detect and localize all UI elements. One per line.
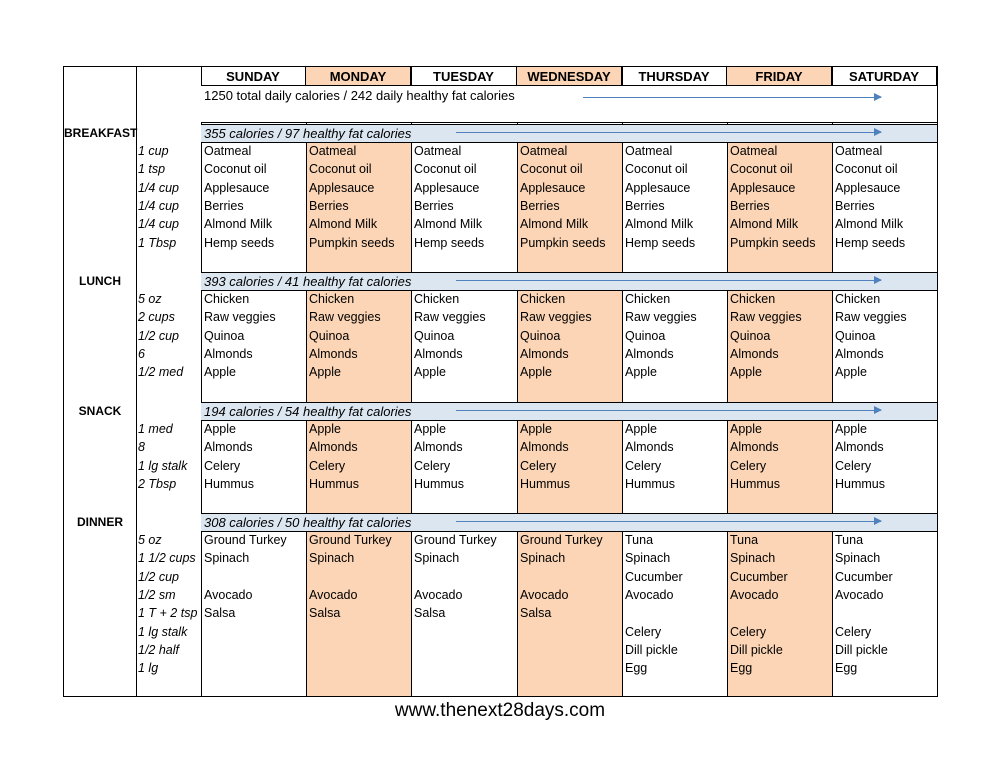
breakfast-item-wednesday: Coconut oil (520, 162, 583, 177)
lunch-item-friday: Quinoa (730, 328, 771, 343)
dinner-item-saturday: Egg (835, 661, 858, 676)
dinner-summary-bar (201, 513, 937, 532)
dinner-quantity: 1 lg (138, 661, 159, 676)
breakfast-item-sunday: Almond Milk (204, 217, 273, 232)
dinner-item-thursday: Egg (625, 661, 648, 676)
day-column-divider (306, 67, 307, 696)
breakfast-item-saturday: Berries (835, 198, 875, 213)
snack-quantity: 1 med (138, 422, 173, 436)
dinner-item-wednesday: Avocado (520, 587, 569, 602)
lunch-item-friday: Apple (730, 365, 762, 380)
lunch-item-monday: Almonds (309, 346, 358, 361)
label-column-divider (136, 67, 137, 696)
breakfast-item-thursday: Coconut oil (625, 162, 688, 177)
breakfast-item-thursday: Hemp seeds (625, 235, 696, 250)
breakfast-item-tuesday: Oatmeal (414, 144, 462, 158)
dinner-item-saturday: Dill pickle (835, 642, 888, 657)
lunch-quantity: 6 (138, 346, 145, 361)
dinner-item-tuesday: Avocado (414, 587, 463, 602)
breakfast-quantity: 1/4 cup (138, 198, 180, 213)
dinner-item-monday: Ground Turkey (309, 533, 392, 547)
dinner-item-friday: Dill pickle (730, 642, 783, 657)
lunch-item-friday: Chicken (730, 292, 776, 306)
dinner-item-saturday: Cucumber (835, 569, 893, 584)
snack-item-thursday: Celery (625, 458, 662, 473)
lunch-quantity: 5 oz (138, 292, 162, 306)
lunch-item-thursday: Chicken (625, 292, 671, 306)
lunch-item-thursday: Raw veggies (625, 310, 697, 325)
breakfast-item-friday: Berries (730, 198, 770, 213)
dinner-item-tuesday: Salsa (414, 606, 446, 621)
lunch-item-saturday: Almonds (835, 346, 884, 361)
snack-label: SNACK (78, 404, 122, 418)
snack-item-tuesday: Celery (414, 458, 451, 473)
dinner-item-monday: Avocado (309, 587, 358, 602)
breakfast-item-friday: Oatmeal (730, 144, 778, 158)
breakfast-item-saturday: Almond Milk (835, 217, 904, 232)
lunch-item-monday: Quinoa (309, 328, 350, 343)
snack-item-friday: Almonds (730, 440, 779, 455)
breakfast-item-saturday: Coconut oil (835, 162, 898, 177)
breakfast-item-thursday: Oatmeal (625, 144, 673, 158)
lunch-item-tuesday: Chicken (414, 292, 460, 306)
breakfast-item-sunday: Oatmeal (204, 144, 252, 158)
snack-item-wednesday: Almonds (520, 440, 569, 455)
lunch-item-saturday: Raw veggies (835, 310, 907, 325)
snack-item-sunday: Hummus (204, 476, 255, 491)
lunch-item-monday: Raw veggies (309, 310, 381, 325)
breakfast-quantity: 1 Tbsp (138, 235, 177, 250)
snack-item-tuesday: Almonds (414, 440, 463, 455)
lunch-item-sunday: Raw veggies (204, 310, 276, 325)
lunch-item-thursday: Quinoa (625, 328, 666, 343)
breakfast-item-monday: Almond Milk (309, 217, 378, 232)
snack-summary-text: 194 calories / 54 healthy fat calories (204, 404, 412, 419)
breakfast-item-sunday: Hemp seeds (204, 235, 275, 250)
breakfast-item-sunday: Applesauce (204, 180, 270, 195)
breakfast-item-saturday: Oatmeal (835, 144, 883, 158)
dinner-quantity: 5 oz (138, 533, 162, 547)
breakfast-quantity: 1/4 cup (138, 217, 180, 232)
breakfast-item-tuesday: Coconut oil (414, 162, 477, 177)
snack-arrow-icon (456, 410, 881, 411)
dinner-item-sunday: Avocado (204, 587, 253, 602)
dinner-item-thursday: Celery (625, 624, 662, 639)
breakfast-item-monday: Coconut oil (309, 162, 372, 177)
dinner-quantity: 1 1/2 cups (138, 551, 196, 566)
lunch-item-tuesday: Quinoa (414, 328, 455, 343)
footer-url: www.thenext28days.com (394, 700, 606, 721)
day-column-divider (832, 67, 833, 696)
dinner-item-wednesday: Ground Turkey (520, 533, 603, 547)
snack-item-thursday: Almonds (625, 440, 674, 455)
snack-item-friday: Hummus (730, 476, 781, 491)
total-arrow-icon (583, 97, 881, 98)
dinner-item-thursday: Spinach (625, 551, 671, 566)
lunch-item-thursday: Almonds (625, 346, 674, 361)
snack-item-thursday: Hummus (625, 476, 676, 491)
snack-item-friday: Apple (730, 422, 762, 436)
breakfast-quantity: 1/4 cup (138, 180, 180, 195)
snack-item-sunday: Celery (204, 458, 241, 473)
snack-item-monday: Hummus (309, 476, 360, 491)
day-header-monday: MONDAY (306, 67, 411, 86)
dinner-item-saturday: Celery (835, 624, 872, 639)
breakfast-item-monday: Applesauce (309, 180, 375, 195)
breakfast-item-wednesday: Applesauce (520, 180, 586, 195)
breakfast-summary-bar (201, 124, 937, 143)
snack-item-tuesday: Hummus (414, 476, 465, 491)
lunch-item-monday: Apple (309, 365, 341, 380)
lunch-item-saturday: Quinoa (835, 328, 876, 343)
snack-item-saturday: Almonds (835, 440, 884, 455)
dinner-item-monday: Spinach (309, 551, 355, 566)
day-header-friday: FRIDAY (727, 67, 832, 86)
lunch-quantity: 1/2 med (138, 365, 184, 380)
lunch-item-sunday: Chicken (204, 292, 250, 306)
snack-item-wednesday: Celery (520, 458, 557, 473)
lunch-arrow-icon (456, 280, 881, 281)
lunch-item-wednesday: Almonds (520, 346, 569, 361)
breakfast-item-tuesday: Almond Milk (414, 217, 483, 232)
dinner-summary-text: 308 calories / 50 healthy fat calories (204, 515, 412, 530)
breakfast-item-wednesday: Almond Milk (520, 217, 589, 232)
lunch-item-monday: Chicken (309, 292, 355, 306)
snack-item-saturday: Celery (835, 458, 872, 473)
breakfast-item-saturday: Applesauce (835, 180, 901, 195)
dinner-item-friday: Celery (730, 624, 767, 639)
lunch-item-tuesday: Apple (414, 365, 446, 380)
lunch-quantity: 2 cups (138, 310, 175, 325)
snack-item-thursday: Apple (625, 422, 657, 436)
dinner-item-thursday: Tuna (625, 533, 654, 547)
lunch-summary-bar (201, 272, 937, 291)
lunch-item-saturday: Chicken (835, 292, 881, 306)
day-column-divider (622, 67, 623, 696)
snack-item-sunday: Almonds (204, 440, 253, 455)
daily-total-line: 1250 total daily calories / 242 daily healthy fat calories (201, 86, 937, 123)
dinner-quantity: 1/2 cup (138, 569, 180, 584)
lunch-summary-text: 393 calories / 41 healthy fat calories (204, 274, 412, 289)
dinner-item-saturday: Tuna (835, 533, 864, 547)
dinner-item-friday: Tuna (730, 533, 759, 547)
breakfast-quantity: 1 cup (138, 144, 169, 158)
breakfast-summary-text: 355 calories / 97 healthy fat calories (204, 126, 412, 141)
breakfast-item-sunday: Berries (204, 198, 244, 213)
day-header-wednesday: WEDNESDAY (517, 67, 622, 86)
dinner-quantity: 1 lg stalk (138, 624, 188, 639)
breakfast-item-thursday: Almond Milk (625, 217, 694, 232)
dinner-item-thursday: Cucumber (625, 569, 683, 584)
day-column-divider (411, 67, 412, 696)
day-header-thursday: THURSDAY (622, 67, 727, 86)
dinner-item-sunday: Salsa (204, 606, 236, 621)
lunch-item-friday: Almonds (730, 346, 779, 361)
dinner-item-friday: Avocado (730, 587, 779, 602)
breakfast-item-thursday: Berries (625, 198, 665, 213)
breakfast-label: BREAKFAST (64, 126, 138, 140)
lunch-item-saturday: Apple (835, 365, 867, 380)
snack-item-wednesday: Hummus (520, 476, 571, 491)
snack-summary-bar (201, 402, 937, 421)
breakfast-item-tuesday: Applesauce (414, 180, 480, 195)
snack-quantity: 2 Tbsp (138, 476, 177, 491)
snack-item-monday: Almonds (309, 440, 358, 455)
breakfast-item-monday: Berries (309, 198, 349, 213)
breakfast-item-tuesday: Hemp seeds (414, 235, 485, 250)
breakfast-item-monday: Oatmeal (309, 144, 357, 158)
breakfast-arrow-icon (456, 132, 881, 133)
lunch-item-wednesday: Apple (520, 365, 552, 380)
snack-quantity: 1 lg stalk (138, 458, 188, 473)
day-header-saturday: SATURDAY (832, 67, 937, 86)
dinner-arrow-icon (456, 521, 881, 522)
dinner-item-thursday: Avocado (625, 587, 674, 602)
day-header-tuesday: TUESDAY (411, 67, 517, 86)
breakfast-item-friday: Applesauce (730, 180, 796, 195)
snack-item-wednesday: Apple (520, 422, 552, 436)
lunch-item-sunday: Quinoa (204, 328, 245, 343)
day-column-divider (727, 67, 728, 696)
dinner-item-wednesday: Spinach (520, 551, 566, 566)
lunch-label: LUNCH (79, 274, 121, 288)
snack-item-tuesday: Apple (414, 422, 446, 436)
dinner-quantity: 1/2 sm (138, 587, 176, 602)
snack-item-saturday: Apple (835, 422, 867, 436)
lunch-item-tuesday: Raw veggies (414, 310, 486, 325)
snack-quantity: 8 (138, 440, 145, 455)
lunch-item-tuesday: Almonds (414, 346, 463, 361)
dinner-label: DINNER (76, 515, 123, 529)
dinner-item-monday: Salsa (309, 606, 341, 621)
breakfast-item-monday: Pumpkin seeds (309, 235, 395, 250)
snack-item-monday: Celery (309, 458, 346, 473)
breakfast-item-thursday: Applesauce (625, 180, 691, 195)
snack-item-friday: Celery (730, 458, 767, 473)
day-column-divider (201, 67, 202, 696)
dinner-item-friday: Egg (730, 661, 753, 676)
breakfast-item-tuesday: Berries (414, 198, 454, 213)
dinner-item-saturday: Avocado (835, 587, 884, 602)
dinner-quantity: 1 T + 2 tsp (138, 606, 198, 621)
dinner-item-tuesday: Spinach (414, 551, 460, 566)
dinner-item-thursday: Dill pickle (625, 642, 678, 657)
dinner-item-friday: Spinach (730, 551, 776, 566)
breakfast-item-saturday: Hemp seeds (835, 235, 906, 250)
dinner-item-saturday: Spinach (835, 551, 881, 566)
breakfast-item-wednesday: Pumpkin seeds (520, 235, 606, 250)
breakfast-quantity: 1 tsp (138, 162, 166, 177)
lunch-item-thursday: Apple (625, 365, 657, 380)
dinner-item-wednesday: Salsa (520, 606, 552, 621)
breakfast-item-wednesday: Berries (520, 198, 560, 213)
meal-plan-table (63, 66, 938, 697)
snack-item-monday: Apple (309, 422, 341, 436)
breakfast-item-friday: Pumpkin seeds (730, 235, 816, 250)
lunch-item-friday: Raw veggies (730, 310, 802, 325)
breakfast-item-sunday: Coconut oil (204, 162, 267, 177)
snack-item-sunday: Apple (204, 422, 236, 436)
dinner-item-sunday: Spinach (204, 551, 250, 566)
lunch-item-sunday: Apple (204, 365, 236, 380)
dinner-quantity: 1/2 half (138, 642, 180, 657)
breakfast-item-friday: Coconut oil (730, 162, 793, 177)
lunch-quantity: 1/2 cup (138, 328, 180, 343)
lunch-item-wednesday: Chicken (520, 292, 566, 306)
lunch-item-wednesday: Raw veggies (520, 310, 592, 325)
dinner-item-friday: Cucumber (730, 569, 788, 584)
snack-item-saturday: Hummus (835, 476, 886, 491)
lunch-item-wednesday: Quinoa (520, 328, 561, 343)
lunch-item-sunday: Almonds (204, 346, 253, 361)
breakfast-item-friday: Almond Milk (730, 217, 799, 232)
day-header-sunday: SUNDAY (201, 67, 306, 86)
breakfast-item-wednesday: Oatmeal (520, 144, 568, 158)
dinner-item-tuesday: Ground Turkey (414, 533, 497, 547)
dinner-item-sunday: Ground Turkey (204, 533, 287, 547)
day-column-divider (517, 67, 518, 696)
